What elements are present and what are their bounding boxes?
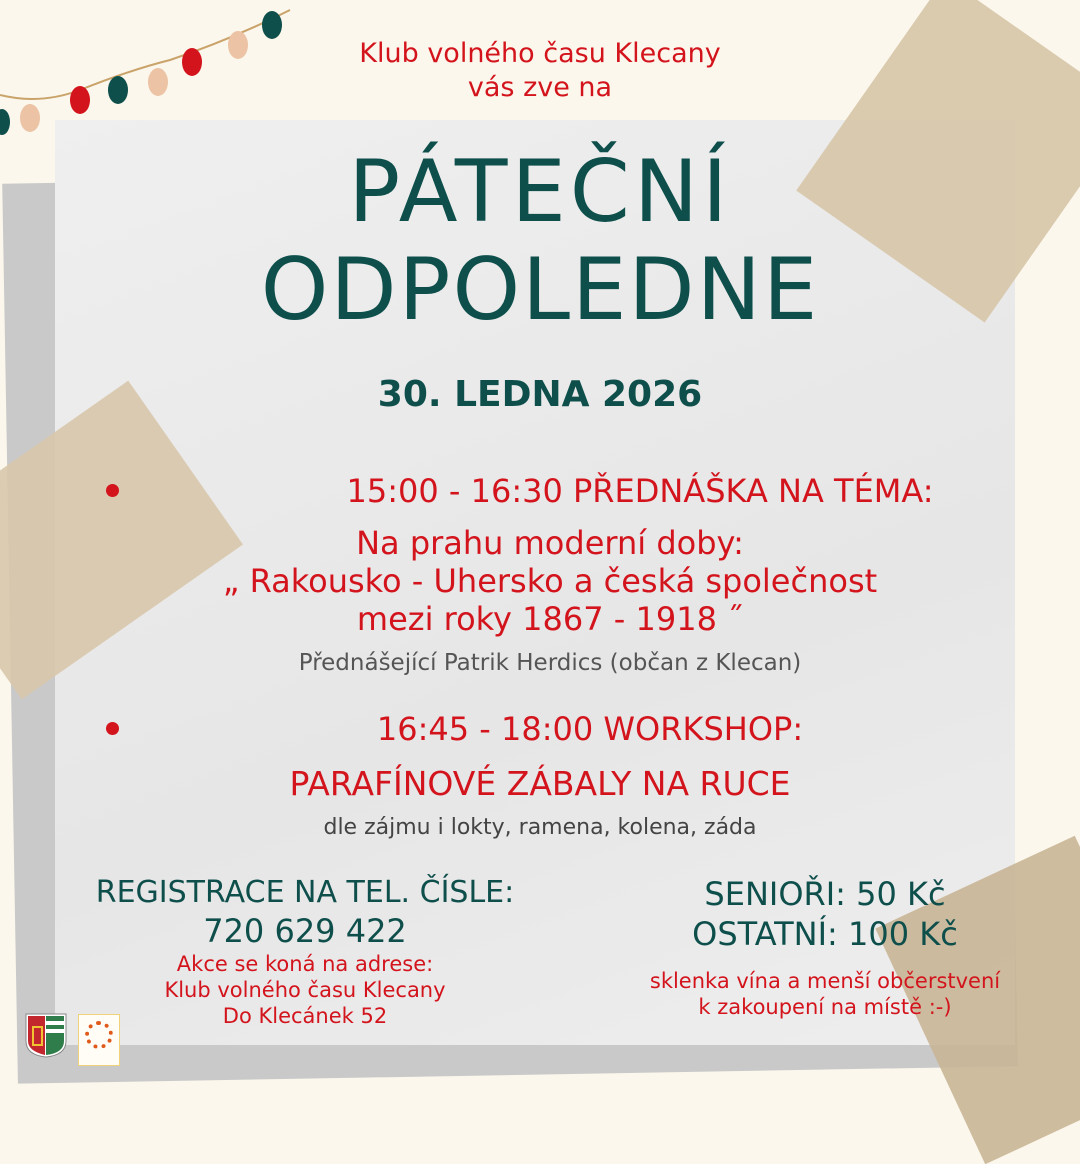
program1-lecturer: Přednášející Patrik Herdics (občan z Klecan): [298, 650, 802, 676]
registration-phone: 720 629 422: [203, 912, 407, 950]
club-logo: [78, 1014, 120, 1066]
header-line2: vás zve na: [467, 72, 613, 103]
registration-label: REGISTRACE NA TEL. ČÍSLE:: [95, 875, 515, 910]
club-logo-ring: [85, 1021, 113, 1049]
program1-line2: „ Rakousko - Uhersko a česká společnost: [222, 562, 878, 600]
prices-block: [580, 875, 1070, 1019]
title-line2: ODPOLEDNE: [260, 240, 820, 340]
price-seniors: SENIOŘI: 50 Kč: [704, 875, 946, 913]
header-line1: Klub volného času Klecany: [359, 38, 721, 69]
price-others: OSTATNÍ: 100 Kč: [692, 915, 958, 953]
program2-line1: PARAFÍNOVÉ ZÁBALY NA RUCE: [289, 764, 791, 803]
refreshments-line2: k zakoupení na místě :-): [698, 995, 952, 1019]
refreshments-line1: sklenka vína a menší občerstvení: [649, 969, 1001, 993]
program2-time-title: 16:45 - 18:00 WORKSHOP:: [376, 710, 804, 748]
program1-time-title: 15:00 - 16:30 PŘEDNÁŠKA NA TÉMA:: [346, 472, 934, 510]
program1-line1: Na prahu moderní doby:: [356, 524, 744, 562]
title-line1: PÁTEČNÍ: [348, 142, 732, 242]
address-label: Akce se koná na adrese:: [176, 952, 434, 976]
event-date: 30. LEDNA 2026: [377, 374, 703, 415]
coat-of-arms-logo: [25, 1013, 67, 1058]
address-line2: Do Klecánek 52: [222, 1004, 388, 1028]
address-line1: Klub volného času Klecany: [164, 978, 446, 1002]
program1-line3: mezi roky 1867 - 1918 ˝: [356, 600, 744, 638]
program2-note: dle zájmu i lokty, ramena, kolena, záda: [323, 815, 757, 840]
registration-block: [60, 875, 550, 1028]
string-lights-decoration: [0, 0, 300, 140]
